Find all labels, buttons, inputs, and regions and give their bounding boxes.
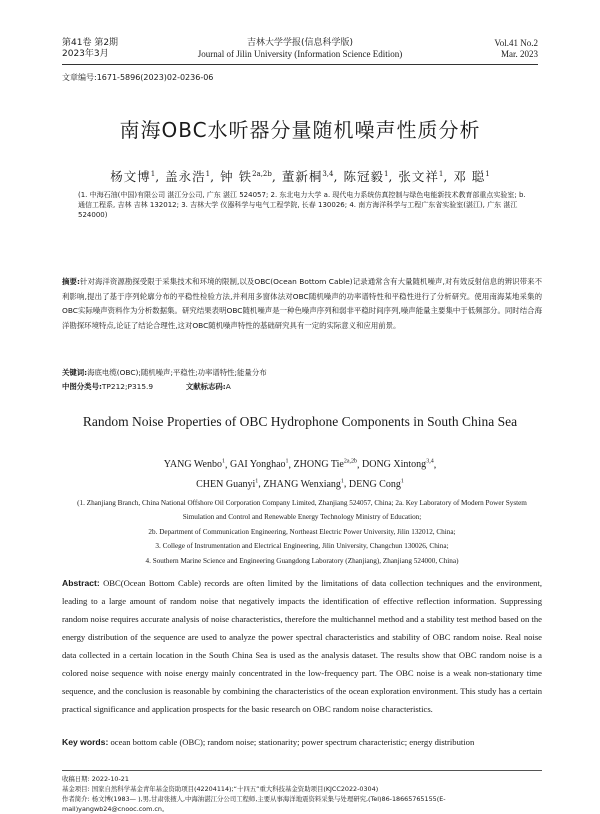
author-cn: 钟 铁$^{2a,2b}$ — [220, 169, 272, 184]
author-cn: 杨文博$^1$ — [110, 169, 156, 184]
header-volume-en — [494, 38, 538, 60]
author-cn: 陈冠毅$^1$ — [343, 169, 389, 184]
keywords-cn-text: 海底电缆(OBC);随机噪声;平稳性;功率谱特性;能量分布 — [87, 368, 267, 377]
affiliations-cn — [78, 190, 532, 224]
header-date-cn: 2023年3月 — [62, 49, 109, 59]
author-cn: 董新桐$^{3,4}$ — [281, 169, 334, 184]
affiliations-en — [62, 496, 542, 568]
author-cn: 盖永浩$^1$ — [165, 169, 211, 184]
author-en: ZHONG Tie$^{2a,2b}$ — [293, 459, 358, 471]
author-cn: 张文祥$^1$ — [398, 169, 444, 184]
clc-label: 中图分类号: — [62, 382, 102, 391]
author-en: YANG Wenbo$^1$ — [163, 459, 225, 471]
authors-cn: 杨文博$^1$, 盖永浩$^1$, 钟 铁$^{2a,2b}$, 董新桐$^{3,4}$, 陈冠毅$^1$, 张文祥$^1$, 邓 聪$^1$ — [110, 169, 490, 184]
affiliation-en: 3. College of Instrumentation and Electrical Engineering, Jilin University, Changchun 130026, China; — [155, 542, 449, 551]
authors-en — [60, 454, 540, 493]
footnote-rule — [62, 770, 542, 771]
affiliation-cn: (1. 中海石油(中国)有限公司 湛江分公司, 广东 湛江 524057; 2. 东北电力大学 a. 现代电力系统仿真控制与绿色电能新技术教育部重点实验室; b. 通信工程系, 吉林 吉林 132012; 3. 吉林大学 仪器科学与电气工程学院, 长春 130026; 4. 南方海洋科学与工程广东省实验室(湛江), 广东 湛江 524000) — [78, 191, 526, 219]
keywords-en — [62, 735, 542, 749]
header-journal-en: Journal of Jilin University (Information Science Edition) — [197, 49, 403, 59]
affiliation-en: (1. Zhanjiang Branch, China National Offshore Oil Corporation Company Limited, Zhanjiang 524057, China; 2a. Key Laboratory of Modern Power System Simulation and Control and Renewable Energy Technology Ministry of Education; — [77, 499, 527, 522]
keywords-en-label: Key words: — [62, 737, 109, 747]
keywords-cn — [62, 366, 542, 380]
authors-en-line2: CHEN Guanyi$^1$, ZHANG Wenxiang$^1$, DENG Cong$^1$ — [196, 478, 404, 490]
author-en: DENG Cong$^1$ — [348, 478, 404, 490]
footnote-author-bio: 作者简介: 杨文博(1983— ),男,甘肃张掖人,中海油湛江分公司工程师,主要从事海洋地震资料采集与处理研究,(Tel)86-18665765155(E-mail)yangwb24@cnooc.com.cn。 — [62, 795, 446, 813]
abstract-en — [62, 574, 542, 718]
author-en: DONG Xintong$^{3,4}$ — [362, 459, 434, 471]
doc-code-label: 文献标志码: — [185, 382, 226, 391]
clc-code: TP212;P315.9 — [101, 382, 154, 391]
author-cn: 邓 聪$^1$ — [453, 169, 490, 184]
header-rule — [62, 64, 538, 65]
footnote-received: 收稿日期: 2022-10-21 — [62, 775, 129, 783]
abstract-cn — [62, 275, 542, 333]
header-vol-en: Vol.41 No.2 — [494, 38, 538, 48]
header-date-en: Mar. 2023 — [501, 49, 538, 59]
header-vol-cn: 第41卷 第2期 — [62, 38, 119, 48]
header-journal-cn: 吉林大学学报(信息科学版) — [246, 38, 354, 48]
doc-code: A — [225, 382, 231, 391]
abstract-cn-label: 摘要: — [62, 277, 80, 286]
affiliation-en: 2b. Department of Communication Engineering, Northeast Electric Power University, Jilin 132012, China; — [148, 527, 456, 536]
header-volume-cn — [62, 38, 118, 60]
footnote-funding: 基金项目: 国家自然科学基金青年基金资助项目(42204114);“十四五”重大科技基金资助项目(KJCC2022-0304) — [62, 785, 379, 793]
keywords-en-text: ocean bottom cable (OBC); random noise; stationarity; power spectrum characteristic; energy distribution — [110, 737, 475, 747]
author-en: CHEN Guanyi$^1$ — [196, 478, 259, 490]
affiliation-en: 4. Southern Marine Science and Engineering Guangdong Laboratory (Zhanjiang), Zhanjiang 524000, China) — [145, 556, 459, 565]
title-cn: 南海OBC水听器分量随机噪声性质分析 — [119, 118, 481, 142]
footnotes — [62, 774, 542, 814]
article-number: 文章编号:1671-5896(2023)02-0236-06 — [62, 73, 214, 82]
keywords-cn-label: 关键词: — [62, 368, 88, 377]
authors-en-line1: YANG Wenbo$^1$, GAI Yonghao$^1$, ZHONG Tie$^{2a,2b}$, DONG Xintong$^{3,4}$, — [163, 459, 437, 471]
header-journal — [150, 38, 450, 60]
classification-cn — [62, 381, 542, 392]
title-en: Random Noise Properties of OBC Hydrophone Components in South China Sea — [82, 414, 518, 429]
abstract-en-label: Abstract: — [62, 578, 100, 588]
abstract-cn-text: 针对海洋资源勘探受限于采集技术和环境的限制,以及OBC(Ocean Bottom Cable)记录通常含有大量随机噪声,对有效反射信息的辨识带来不利影响,提出了基于序列轮廓分布的平稳性检验方法,并利用多窗体法对OBC随机噪声的功率谱特性和平稳性进行了分析研究。使用南海某地采集的OBC实际噪声资料作为分析数据集。研究结果表明OBC随机噪声是一种色噪声序列和弱非平稳时间序列,噪声能量主要集中于低频部分。同时结合海洋勘探环境特点,论证了结论合理性,这对OBC随机噪声特性的基础研究具有一定的实际意义和应用前景。 — [62, 277, 542, 330]
author-en: GAI Yonghao$^1$ — [229, 459, 289, 471]
abstract-en-text: OBC(Ocean Bottom Cable) records are often limited by the limitations of data collection techniques and the environment, leading to a large amount of random noise that negatively impacts the identification of effective reflection information. Suppressing random noise requires accurate analysis of noise characteristics, therefore the multichannel method and a stability test method based on the energy distribution of the sequence are used to analyze the power spectral characteristics and stability of OBC random noise. Real noise data collected in a certain location in the South China Sea is used as the analysis dataset. The results show that OBC random noise is a colored noise sequence with noise energy mainly concentrated in the low-frequency part. The OBC noise is a weak non-stationary time sequence, and the conclusion is reasonable by combining the characteristics of the ocean exploration environment. This study has a certain practical significance and application prospects for the basic research on OBC random noise characteristics. — [62, 578, 543, 714]
author-en: ZHANG Wenxiang$^1$ — [263, 478, 344, 490]
